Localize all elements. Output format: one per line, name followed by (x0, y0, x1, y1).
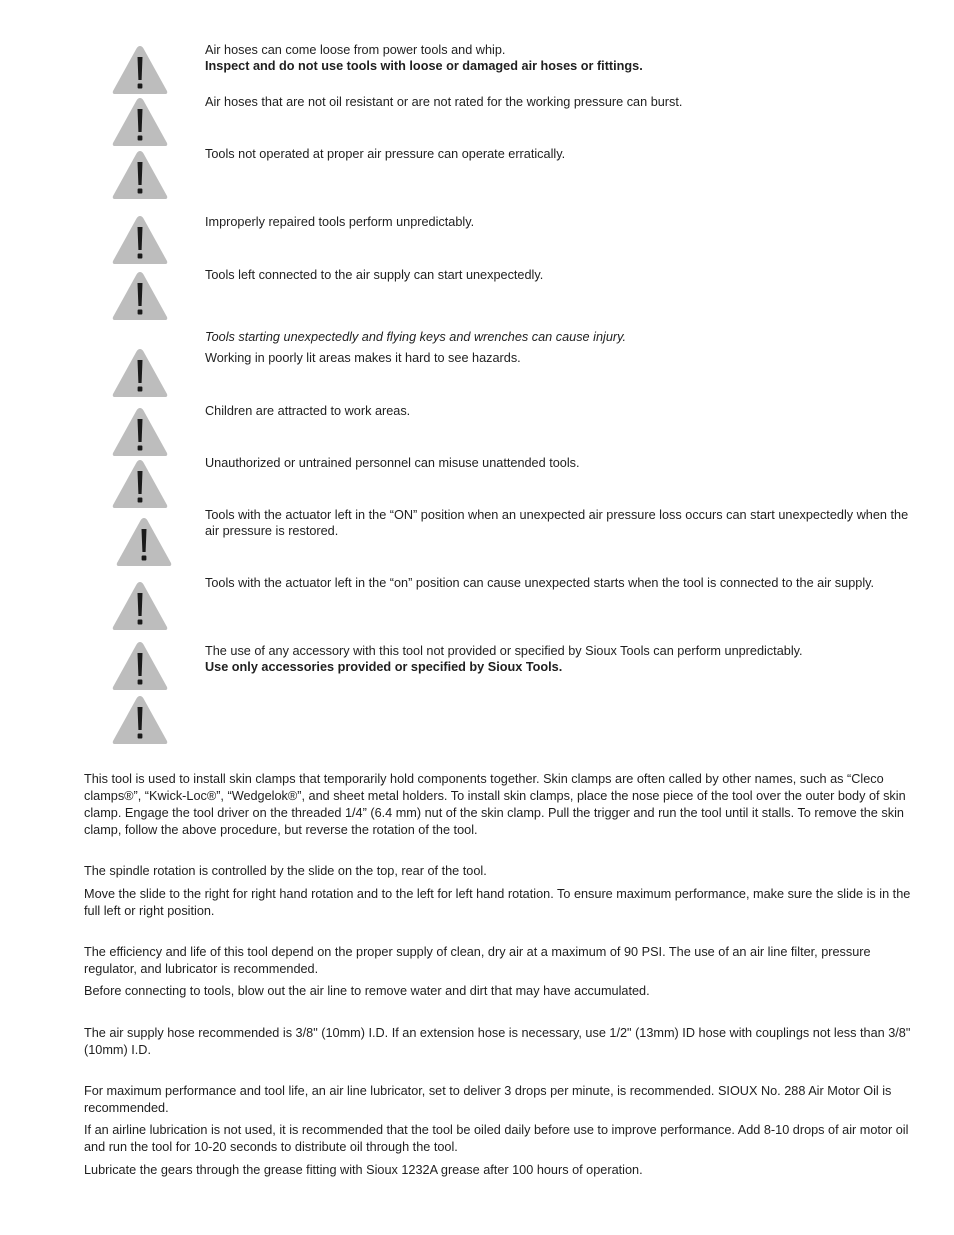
warning-icon (111, 580, 169, 632)
paragraph-spindle-rotation: The spindle rotation is controlled by the slide on the top, rear of the tool. (84, 864, 487, 878)
warning-repaired-tools: Improperly repaired tools perform unpredictably. (205, 215, 475, 229)
warning-air-pressure: Tools not operated at proper air pressure can operate erratically. (205, 147, 566, 161)
warning-icon (111, 214, 169, 266)
warning-instruction: Use only accessories provided or specified by Sioux Tools. (205, 660, 563, 674)
warning-actuator-on-pressure-loss: Tools with the actuator left in the “ON” position when an unexpected air pressure loss occurs can start unexpectedly when the air pressure is restored. (205, 508, 909, 538)
warning-icon (111, 458, 169, 510)
paragraph-air-supply: The efficiency and life of this tool depend on the proper supply of clean, dry air at a maximum of 90 PSI. The use of an air line filter, pressure regulator, and lubricator is recommended. (84, 945, 871, 976)
warning-poor-lighting: Working in poorly lit areas makes it hard to see hazards. (205, 351, 521, 365)
warning-connected-tools: Tools left connected to the air supply can start unexpectedly. (205, 268, 544, 282)
warning-icon (111, 149, 169, 201)
warning-icon (111, 694, 169, 746)
paragraph-blow-out-line: Before connecting to tools, blow out the air line to remove water and dirt that may have accumulated. (84, 984, 650, 998)
warning-icon (111, 347, 169, 399)
warning-icon (111, 640, 169, 692)
warning-icon (111, 96, 169, 148)
warning-hose-burst: Air hoses that are not oil resistant or are not rated for the working pressure can burst. (205, 95, 683, 109)
warning-instruction: Inspect and do not use tools with loose or damaged air hoses or fittings. (205, 59, 643, 73)
warning-icon (111, 270, 169, 322)
warning-flying-keys: Tools starting unexpectedly and flying keys and wrenches can cause injury. (205, 330, 627, 344)
paragraph-hose-size: The air supply hose recommended is 3/8" (10mm) I.D. If an extension hose is necessary, use 1/2" (13mm) ID hose with couplings not less than 3/8" (10mm) I.D. (84, 1026, 911, 1057)
warning-icon (111, 44, 169, 96)
warning-text: The use of any accessory with this tool not provided or specified by Sioux Tools can perform unpredictably. (205, 644, 803, 658)
warning-untrained-personnel: Unauthorized or untrained personnel can misuse unattended tools. (205, 456, 580, 470)
warning-children: Children are attracted to work areas. (205, 404, 411, 418)
warning-text: Air hoses can come loose from power tools and whip. (205, 43, 506, 57)
warning-loose-hoses (205, 42, 915, 74)
paragraph-lubricator: For maximum performance and tool life, an air line lubricator, set to deliver 3 drops per minute, is recommended. SIOUX No. 288 Air Motor Oil is recommended. (84, 1084, 892, 1115)
warning-accessories (205, 643, 915, 675)
paragraph-grease: Lubricate the gears through the grease fitting with Sioux 1232A grease after 100 hours of operation. (84, 1163, 643, 1177)
paragraph-daily-oiling: If an airline lubrication is not used, it is recommended that the tool be oiled daily before use to improve performance. Add 8-10 drops of air motor oil and run the tool for 10-20 seconds to distribute oil through the tool. (84, 1123, 909, 1154)
warning-icon (115, 516, 173, 568)
paragraph-tool-usage: This tool is used to install skin clamps that temporarily hold components together. Skin clamps are often called by other names, such as “Cleco clamps®”, “Kwick-Loc®”, “Wedgelok®”, and sheet metal holders. To install skin clamps, place the nose piece of the tool over the outer body of skin clamp. Engage the tool driver on the threaded 1/4” (6.4 mm) nut of the skin clamp. Pull the trigger and run the tool until it stalls. To remove the skin clamp, follow the above procedure, but reverse the rotation of the tool. (84, 772, 906, 837)
warning-icon (111, 406, 169, 458)
warning-actuator-on-connect: Tools with the actuator left in the “on” position can cause unexpected starts when the tool is connected to the air supply. (205, 576, 875, 590)
paragraph-slide-direction: Move the slide to the right for right hand rotation and to the left for left hand rotation. To ensure maximum performance, make sure the slide is in the full left or right position. (84, 887, 911, 918)
